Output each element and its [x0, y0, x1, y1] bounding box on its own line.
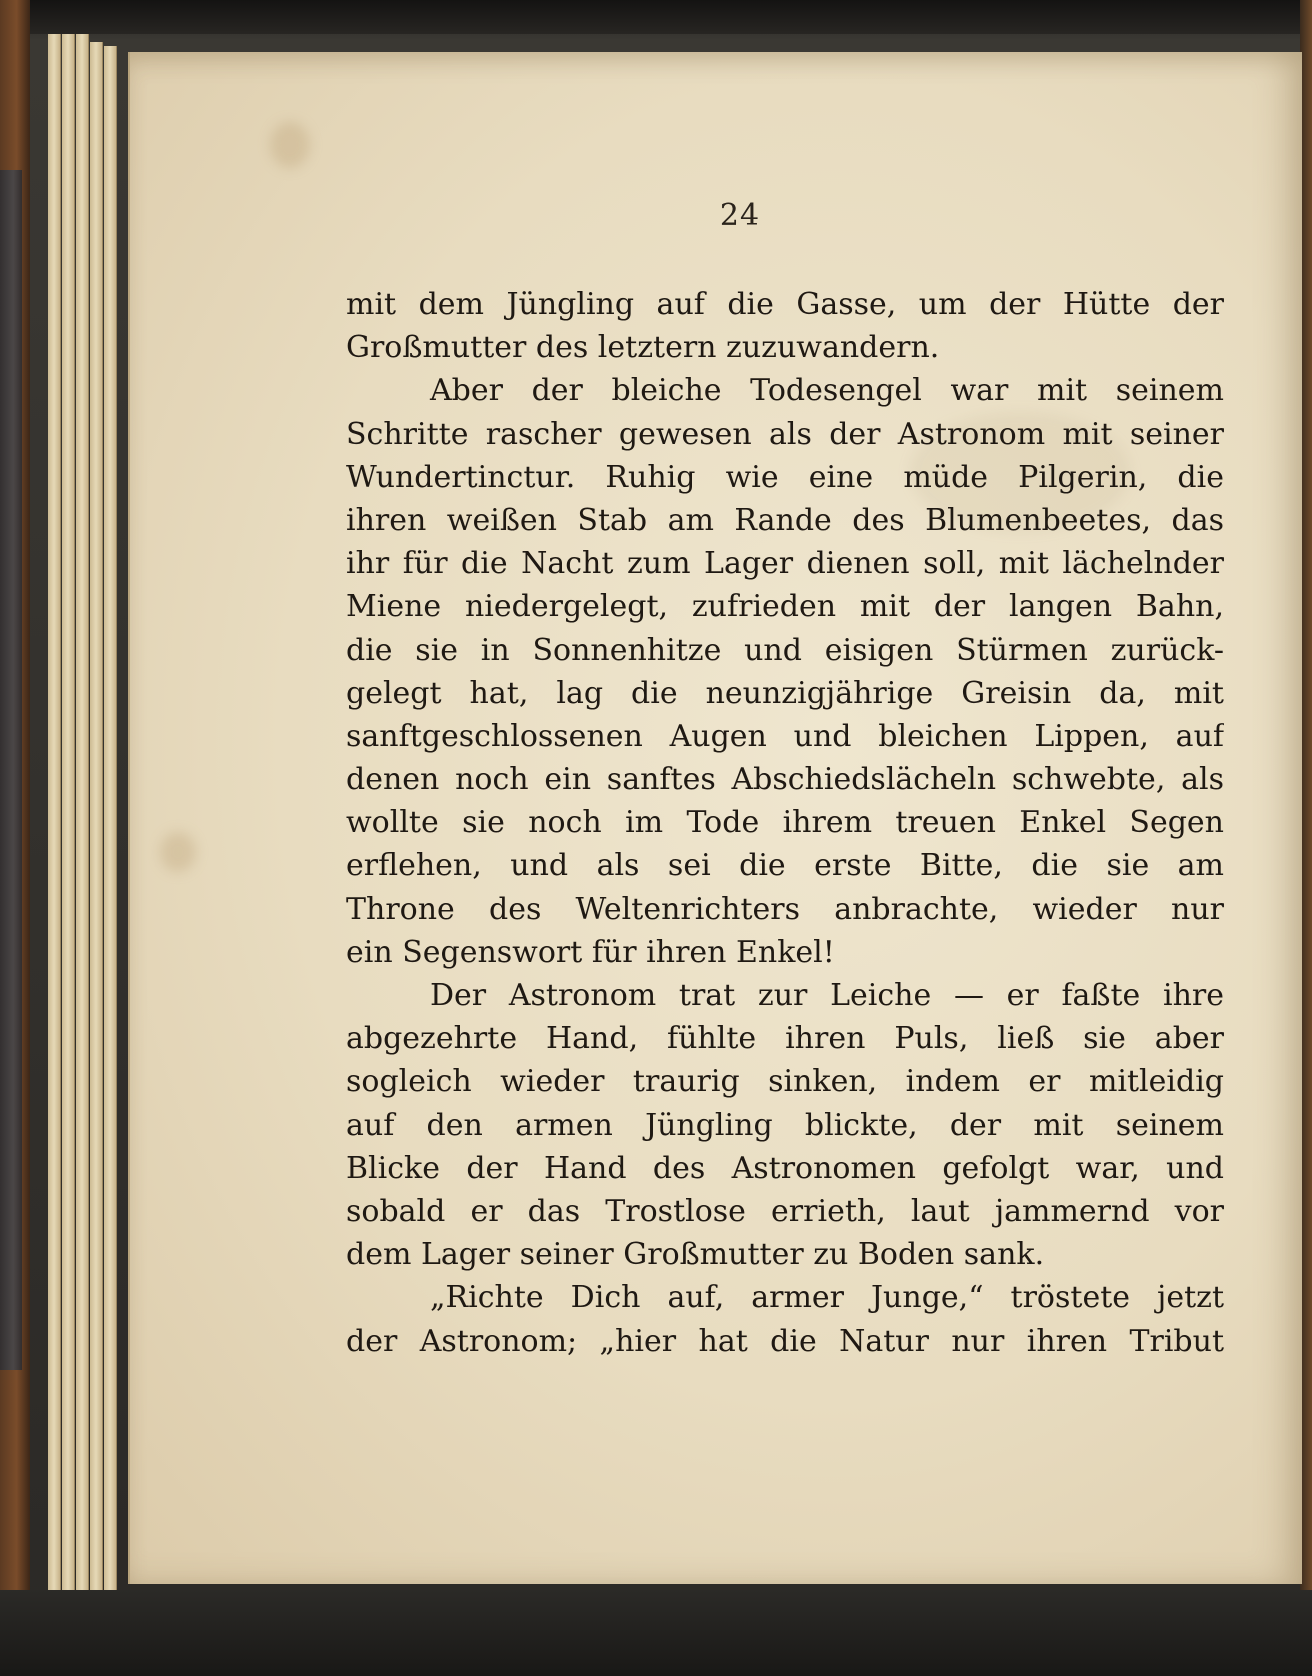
text-line: dem Lager seiner Großmutter zu Boden sank. [346, 1237, 1045, 1273]
book-cover-bottom [0, 1590, 1312, 1676]
page-text [346, 283, 1224, 1363]
text-line: die sie in Sonnenhitze und eisigen Stürmen zurück- [346, 632, 1224, 668]
text-line: ein Segenswort für ihren Enkel! [346, 934, 835, 970]
text-line: ihren weißen Stab am Rande des Blumenbeetes, das [346, 502, 1224, 538]
text-line: auf den armen Jüngling blickte, der mit seinem [346, 1107, 1224, 1143]
text-line: Aber der bleiche Todesengel war mit seinem [430, 373, 1224, 409]
text-line: denen noch ein sanftes Abschiedslächeln schwebte, als [346, 762, 1224, 798]
page-stack-edge [76, 34, 89, 1594]
paper-stain [270, 122, 310, 168]
text-line: Blicke der Hand des Astronomen gefolgt war, und [346, 1150, 1224, 1186]
text-line: sanftgeschlossenen Augen und bleichen Lippen, auf [346, 718, 1224, 754]
page-stack-edge [62, 34, 75, 1594]
text-line: der Astronom; „hier hat die Natur nur ihren Tribut [346, 1323, 1224, 1359]
text-line: erflehen, und als sei die erste Bitte, die sie am [346, 848, 1224, 884]
text-line: gelegt hat, lag die neunzigjährige Greisin da, mit [346, 675, 1224, 711]
text-line: Großmutter des letztern zuzuwandern. [346, 330, 940, 366]
text-line: Schritte rascher gewesen als der Astronom mit seiner [346, 416, 1224, 452]
paper-stain [160, 832, 196, 872]
page-number: 24 [719, 198, 761, 233]
text-line: Der Astronom trat zur Leiche — er faßte ihre [430, 978, 1224, 1013]
text-line: sobald er das Trostlose errieth, laut jammernd vor [346, 1193, 1224, 1229]
text-line: abgezehrte Hand, fühlte ihren Puls, ließ sie aber [346, 1021, 1224, 1057]
text-line: Throne des Weltenrichters anbrachte, wieder nur [346, 891, 1224, 927]
page-stack-edge [48, 34, 61, 1594]
page-stack-edge [104, 46, 117, 1606]
text-line: wollte sie noch im Tode ihrem treuen Enkel Segen [346, 805, 1224, 841]
book-cover-top [0, 0, 1312, 34]
text-line: „Richte Dich auf, armer Junge,“ tröstete jetzt [430, 1280, 1224, 1316]
book-cover-left-inner [0, 170, 22, 1370]
text-line: mit dem Jüngling auf die Gasse, um der Hütte der [346, 287, 1224, 322]
page-stack-edge [90, 42, 103, 1602]
text-line: Wundertinctur. Ruhig wie eine müde Pilgerin, die [346, 459, 1224, 495]
text-line: Miene niedergelegt, zufrieden mit der langen Bahn, [346, 589, 1224, 625]
text-line: ihr für die Nacht zum Lager dienen soll, mit lächelnder [346, 546, 1224, 582]
text-line: sogleich wieder traurig sinken, indem er mitleidig [346, 1064, 1224, 1100]
